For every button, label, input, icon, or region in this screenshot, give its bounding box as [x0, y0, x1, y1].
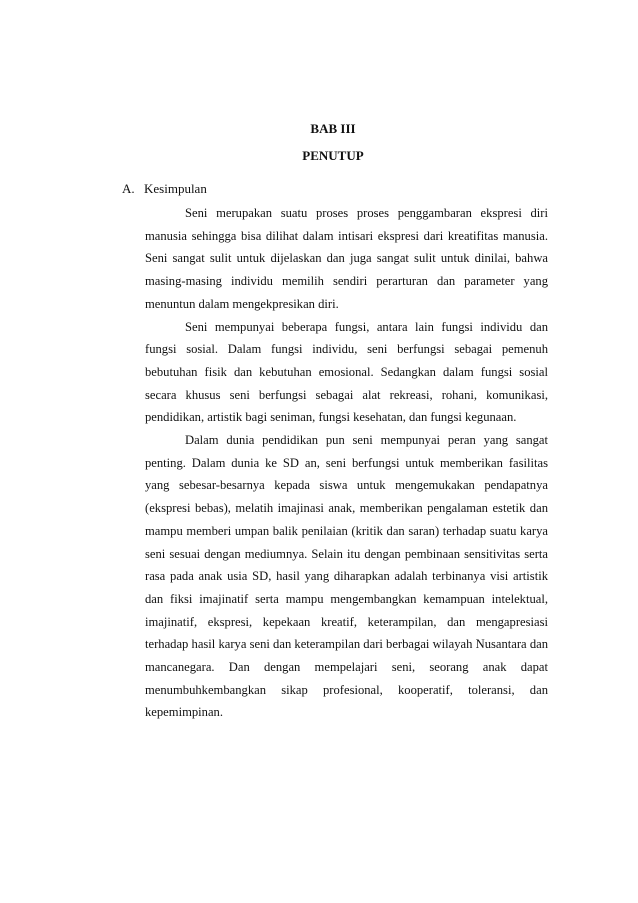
chapter-title: PENUTUP	[302, 148, 364, 163]
paragraph: Dalam dunia pendidikan pun seni mempunyai peran yang sangat penting. Dalam dunia ke SD an, seni berfungsi untuk memberikan fasilitas yang sebesar-besarnya kepada siswa untuk mengemukakan pendapatnya (ekspresi bebas), melatih imajinasi anak, memberikan pengalaman estetik dan mampu memberi umpan balik penilaian (kritik dan saran) terhadap suatu karya seni sesuai dengan mediumnya. Selain itu dengan pembinaan sensitivitas serta rasa pada anak usia SD, hasil yang diharapkan adalah terbinanya visi artistik dan fiksi imajinatif serta mampu mengembangkan kemampuan intelektual, imajinatif, ekspresi, kepekaan kreatif, keterampilan, dan mengapresiasi terhadap hasil karya seni dan keterampilan dari berbagai wilayah Nusantara dan mancanegara. Dan dengan mempelajari seni, seorang anak dapat menumbuhkembangkan sikap profesional, kooperatif, toleransi, dan kepemimpinan.	[145, 433, 548, 720]
section-heading	[122, 181, 207, 197]
section-body	[145, 202, 548, 724]
section-title: Kesimpulan	[144, 181, 207, 196]
chapter-number: BAB III	[310, 121, 356, 136]
paragraph: Seni merupakan suatu proses proses penggambaran ekspresi diri manusia sehingga bisa dilihat dalam intisari ekspresi dari kreatifitas manusia. Seni sangat sulit untuk dijelaskan dan juga sangat sulit untuk dinilai, bahwa masing-masing individu memilih sendiri perarturan dan parameter yang menuntun dalam mengekpresikan diri.	[145, 206, 548, 311]
paragraph: Seni mempunyai beberapa fungsi, antara lain fungsi individu dan fungsi sosial. Dalam fungsi individu, seni berfungsi sebagai pemenuh bebutuhan fisik dan kebutuhan emosional. Sedangkan dalam fungsi sosial secara khusus seni berfungsi sebagai alat rekreasi, rohani, komunikasi, pendidikan, artistik bagi seniman, fungsi kesehatan, dan fungsi kegunaan.	[145, 319, 548, 425]
section-letter: A.	[122, 181, 135, 196]
